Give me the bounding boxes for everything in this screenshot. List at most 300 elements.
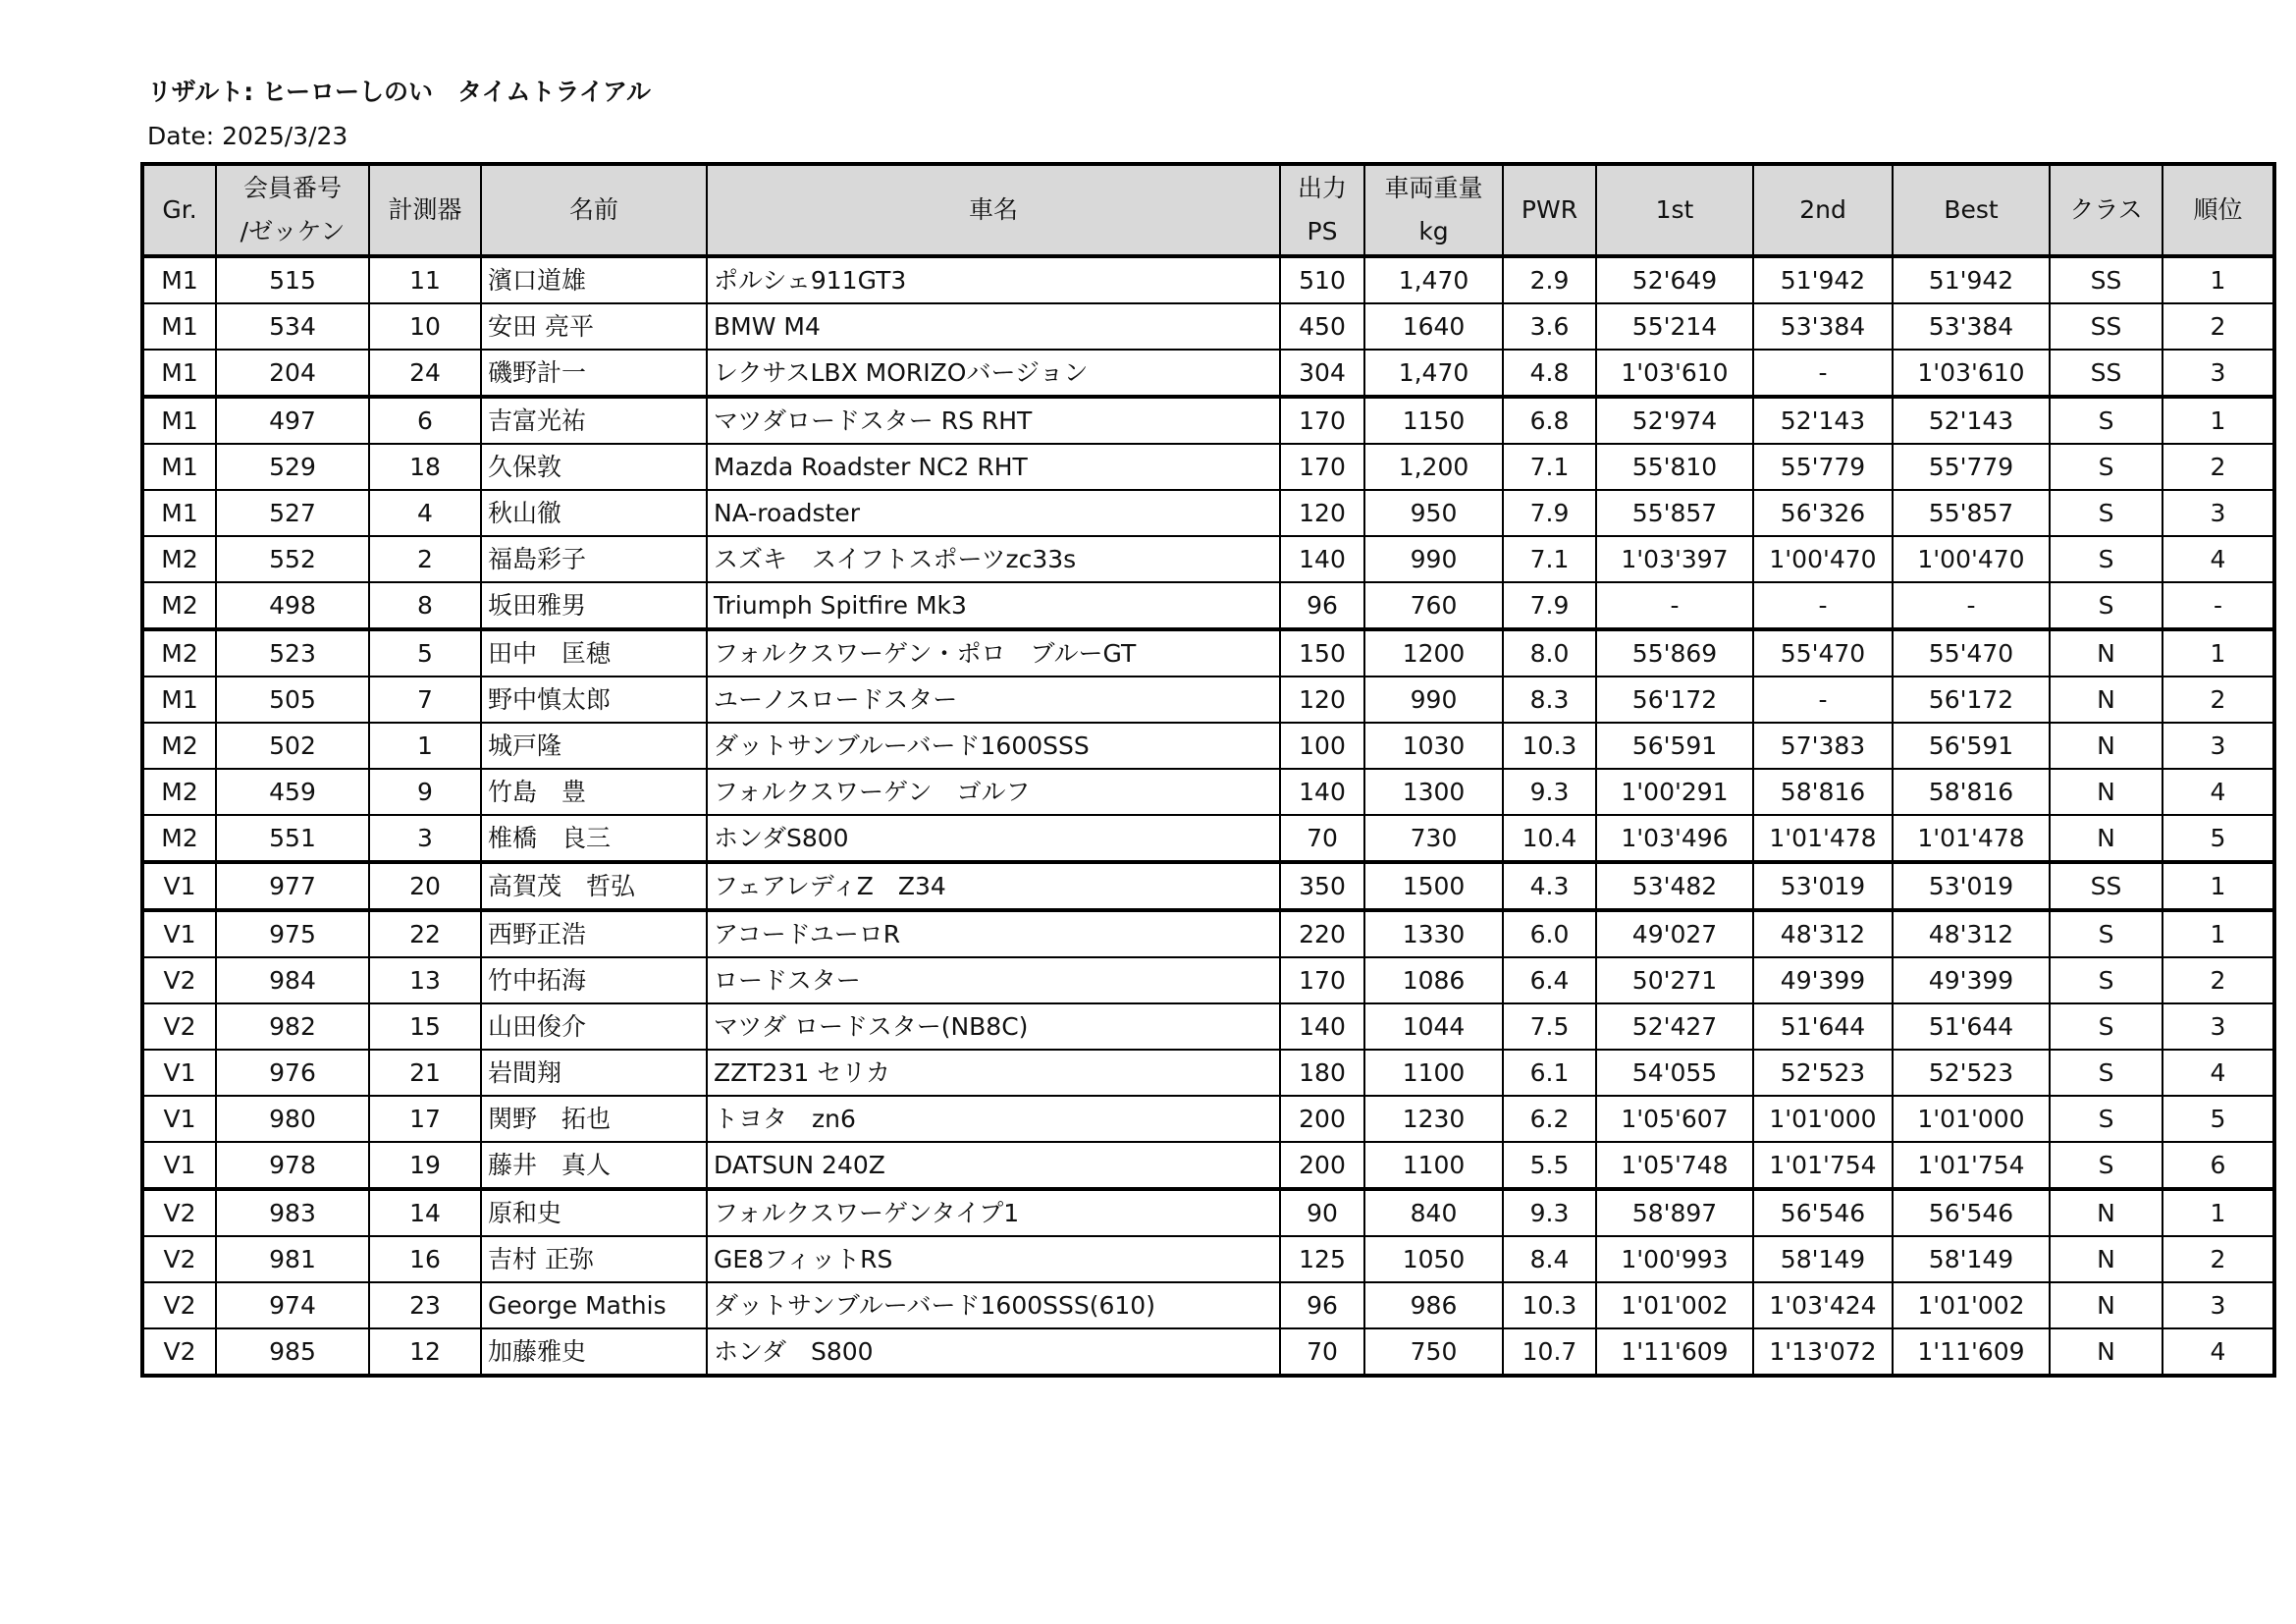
cell-member-number: 981 xyxy=(216,1236,369,1282)
cell-first-time: 1'03'397 xyxy=(1596,536,1753,582)
page-title: リザルト: ヒーローしのい タイムトライアル xyxy=(147,78,651,106)
table-row xyxy=(142,723,2274,769)
cell-member-number: 982 xyxy=(216,1003,369,1050)
cell-power: 200 xyxy=(1280,1142,1364,1189)
cell-member-number: 976 xyxy=(216,1050,369,1096)
cell-timer: 6 xyxy=(369,397,481,444)
cell-first-time: 52'974 xyxy=(1596,397,1753,444)
table-row xyxy=(142,815,2274,862)
cell-first-time: 1'00'291 xyxy=(1596,769,1753,815)
table-row xyxy=(142,536,2274,582)
cell-member-number: 498 xyxy=(216,582,369,629)
cell-member-number: 204 xyxy=(216,350,369,397)
cell-second-time: 57'383 xyxy=(1753,723,1893,769)
cell-group: V1 xyxy=(142,1050,216,1096)
cell-driver-name: 磯野計一 xyxy=(481,350,707,397)
table-row xyxy=(142,1282,2274,1328)
cell-class: N xyxy=(2050,629,2163,677)
cell-driver-name: 坂田雅男 xyxy=(481,582,707,629)
cell-best-time: 55'857 xyxy=(1893,490,2050,536)
cell-group: V2 xyxy=(142,1189,216,1236)
cell-rank: 2 xyxy=(2163,957,2274,1003)
cell-weight: 750 xyxy=(1364,1328,1503,1376)
cell-car-name: アコードユーロR xyxy=(707,910,1280,957)
cell-class: N xyxy=(2050,723,2163,769)
cell-pwr: 9.3 xyxy=(1503,769,1596,815)
cell-pwr: 7.9 xyxy=(1503,582,1596,629)
cell-power: 96 xyxy=(1280,1282,1364,1328)
cell-pwr: 10.3 xyxy=(1503,723,1596,769)
cell-group: M1 xyxy=(142,490,216,536)
cell-member-number: 980 xyxy=(216,1096,369,1142)
table-row xyxy=(142,490,2274,536)
cell-driver-name: 高賀茂 哲弘 xyxy=(481,862,707,910)
cell-weight: 1330 xyxy=(1364,910,1503,957)
cell-weight: 730 xyxy=(1364,815,1503,862)
cell-power: 140 xyxy=(1280,1003,1364,1050)
cell-weight: 760 xyxy=(1364,582,1503,629)
cell-second-time: 58'149 xyxy=(1753,1236,1893,1282)
results-body xyxy=(142,256,2274,1376)
cell-power: 350 xyxy=(1280,862,1364,910)
cell-second-time: 53'019 xyxy=(1753,862,1893,910)
cell-weight: 990 xyxy=(1364,536,1503,582)
cell-first-time: 52'649 xyxy=(1596,256,1753,303)
cell-pwr: 6.0 xyxy=(1503,910,1596,957)
cell-weight: 1,200 xyxy=(1364,444,1503,490)
cell-timer: 4 xyxy=(369,490,481,536)
cell-power: 140 xyxy=(1280,769,1364,815)
cell-class: N xyxy=(2050,1282,2163,1328)
cell-rank: 2 xyxy=(2163,444,2274,490)
cell-second-time: 56'546 xyxy=(1753,1189,1893,1236)
cell-group: M1 xyxy=(142,677,216,723)
cell-car-name: トヨタ zn6 xyxy=(707,1096,1280,1142)
cell-driver-name: 吉村 正弥 xyxy=(481,1236,707,1282)
cell-group: M2 xyxy=(142,723,216,769)
cell-driver-name: 秋山徹 xyxy=(481,490,707,536)
table-row xyxy=(142,1142,2274,1189)
cell-first-time: 56'591 xyxy=(1596,723,1753,769)
cell-car-name: ダットサンブルーバード1600SSS(610) xyxy=(707,1282,1280,1328)
cell-class: S xyxy=(2050,1096,2163,1142)
cell-rank: 2 xyxy=(2163,303,2274,350)
cell-second-time: 1'00'470 xyxy=(1753,536,1893,582)
cell-class: S xyxy=(2050,444,2163,490)
cell-car-name: フォルクスワーゲン・ポロ ブルーGT xyxy=(707,629,1280,677)
cell-first-time: 58'897 xyxy=(1596,1189,1753,1236)
cell-best-time: 1'01'754 xyxy=(1893,1142,2050,1189)
table-row xyxy=(142,1236,2274,1282)
cell-second-time: 48'312 xyxy=(1753,910,1893,957)
cell-second-time: 1'03'424 xyxy=(1753,1282,1893,1328)
cell-car-name: ユーノスロードスター xyxy=(707,677,1280,723)
cell-power: 125 xyxy=(1280,1236,1364,1282)
cell-second-time: 53'384 xyxy=(1753,303,1893,350)
cell-weight: 1300 xyxy=(1364,769,1503,815)
header-pwr: PWR xyxy=(1503,164,1596,256)
cell-class: SS xyxy=(2050,256,2163,303)
table-row xyxy=(142,957,2274,1003)
cell-weight: 1100 xyxy=(1364,1142,1503,1189)
cell-rank: 3 xyxy=(2163,490,2274,536)
table-row xyxy=(142,1003,2274,1050)
cell-timer: 2 xyxy=(369,536,481,582)
cell-group: M2 xyxy=(142,536,216,582)
cell-rank: 1 xyxy=(2163,910,2274,957)
cell-best-time: 58'816 xyxy=(1893,769,2050,815)
cell-class: N xyxy=(2050,1189,2163,1236)
cell-second-time: - xyxy=(1753,582,1893,629)
cell-driver-name: 久保敦 xyxy=(481,444,707,490)
header-car-name: 車名 xyxy=(707,164,1280,256)
cell-driver-name: 竹島 豊 xyxy=(481,769,707,815)
cell-timer: 23 xyxy=(369,1282,481,1328)
cell-second-time: 49'399 xyxy=(1753,957,1893,1003)
cell-class: S xyxy=(2050,957,2163,1003)
cell-pwr: 6.1 xyxy=(1503,1050,1596,1096)
cell-class: S xyxy=(2050,397,2163,444)
cell-timer: 12 xyxy=(369,1328,481,1376)
cell-rank: 4 xyxy=(2163,1050,2274,1096)
cell-car-name: フェアレディZ Z34 xyxy=(707,862,1280,910)
results-table xyxy=(140,162,2276,1378)
cell-pwr: 4.3 xyxy=(1503,862,1596,910)
cell-power: 120 xyxy=(1280,677,1364,723)
cell-second-time: 51'942 xyxy=(1753,256,1893,303)
cell-rank: 5 xyxy=(2163,815,2274,862)
cell-group: V1 xyxy=(142,862,216,910)
cell-member-number: 505 xyxy=(216,677,369,723)
cell-second-time: 52'143 xyxy=(1753,397,1893,444)
cell-member-number: 983 xyxy=(216,1189,369,1236)
cell-best-time: 55'779 xyxy=(1893,444,2050,490)
cell-pwr: 6.8 xyxy=(1503,397,1596,444)
cell-driver-name: 椎橋 良三 xyxy=(481,815,707,862)
cell-member-number: 977 xyxy=(216,862,369,910)
cell-rank: 1 xyxy=(2163,256,2274,303)
cell-car-name: フォルクスワーゲン ゴルフ xyxy=(707,769,1280,815)
cell-driver-name: 関野 拓也 xyxy=(481,1096,707,1142)
header-driver-name: 名前 xyxy=(481,164,707,256)
cell-timer: 11 xyxy=(369,256,481,303)
cell-group: M1 xyxy=(142,444,216,490)
cell-first-time: 54'055 xyxy=(1596,1050,1753,1096)
cell-first-time: 56'172 xyxy=(1596,677,1753,723)
cell-rank: 3 xyxy=(2163,350,2274,397)
cell-second-time: 1'13'072 xyxy=(1753,1328,1893,1376)
header-rank: 順位 xyxy=(2163,164,2274,256)
cell-best-time: 56'591 xyxy=(1893,723,2050,769)
cell-rank: 4 xyxy=(2163,1328,2274,1376)
cell-group: V1 xyxy=(142,910,216,957)
cell-driver-name: 原和史 xyxy=(481,1189,707,1236)
cell-car-name: Triumph Spitfire Mk3 xyxy=(707,582,1280,629)
cell-weight: 990 xyxy=(1364,677,1503,723)
cell-rank: 1 xyxy=(2163,629,2274,677)
cell-class: S xyxy=(2050,1142,2163,1189)
table-row xyxy=(142,1050,2274,1096)
cell-class: S xyxy=(2050,1050,2163,1096)
cell-best-time: 51'942 xyxy=(1893,256,2050,303)
cell-weight: 1230 xyxy=(1364,1096,1503,1142)
cell-pwr: 8.4 xyxy=(1503,1236,1596,1282)
cell-member-number: 529 xyxy=(216,444,369,490)
cell-weight: 1100 xyxy=(1364,1050,1503,1096)
cell-driver-name: 濱口道雄 xyxy=(481,256,707,303)
cell-group: M2 xyxy=(142,629,216,677)
cell-driver-name: 田中 匡穂 xyxy=(481,629,707,677)
cell-power: 70 xyxy=(1280,815,1364,862)
cell-best-time: 1'03'610 xyxy=(1893,350,2050,397)
cell-pwr: 6.2 xyxy=(1503,1096,1596,1142)
cell-timer: 9 xyxy=(369,769,481,815)
cell-first-time: 49'027 xyxy=(1596,910,1753,957)
cell-class: N xyxy=(2050,815,2163,862)
cell-second-time: - xyxy=(1753,677,1893,723)
cell-weight: 1,470 xyxy=(1364,256,1503,303)
header-member-number: 会員番号 /ゼッケン xyxy=(216,164,369,256)
cell-member-number: 984 xyxy=(216,957,369,1003)
table-row xyxy=(142,350,2274,397)
cell-group: M1 xyxy=(142,350,216,397)
table-row xyxy=(142,1189,2274,1236)
cell-timer: 1 xyxy=(369,723,481,769)
cell-pwr: 5.5 xyxy=(1503,1142,1596,1189)
cell-class: S xyxy=(2050,910,2163,957)
cell-power: 304 xyxy=(1280,350,1364,397)
cell-best-time: 51'644 xyxy=(1893,1003,2050,1050)
cell-timer: 5 xyxy=(369,629,481,677)
cell-timer: 14 xyxy=(369,1189,481,1236)
cell-best-time: 56'172 xyxy=(1893,677,2050,723)
cell-pwr: 2.9 xyxy=(1503,256,1596,303)
cell-driver-name: 城戸隆 xyxy=(481,723,707,769)
cell-member-number: 497 xyxy=(216,397,369,444)
cell-pwr: 6.4 xyxy=(1503,957,1596,1003)
cell-first-time: 1'01'002 xyxy=(1596,1282,1753,1328)
cell-timer: 20 xyxy=(369,862,481,910)
table-row xyxy=(142,444,2274,490)
cell-class: S xyxy=(2050,536,2163,582)
cell-driver-name: 岩間翔 xyxy=(481,1050,707,1096)
cell-pwr: 7.5 xyxy=(1503,1003,1596,1050)
cell-best-time: 55'470 xyxy=(1893,629,2050,677)
cell-group: V2 xyxy=(142,1282,216,1328)
cell-timer: 17 xyxy=(369,1096,481,1142)
cell-class: S xyxy=(2050,490,2163,536)
cell-weight: 1150 xyxy=(1364,397,1503,444)
cell-pwr: 4.8 xyxy=(1503,350,1596,397)
cell-class: N xyxy=(2050,1236,2163,1282)
cell-second-time: 51'644 xyxy=(1753,1003,1893,1050)
cell-member-number: 523 xyxy=(216,629,369,677)
cell-group: V1 xyxy=(142,1142,216,1189)
cell-member-number: 552 xyxy=(216,536,369,582)
cell-power: 170 xyxy=(1280,444,1364,490)
header-row xyxy=(142,164,2274,256)
cell-pwr: 10.3 xyxy=(1503,1282,1596,1328)
cell-car-name: ZZT231 セリカ xyxy=(707,1050,1280,1096)
cell-rank: 3 xyxy=(2163,1282,2274,1328)
cell-weight: 840 xyxy=(1364,1189,1503,1236)
cell-first-time: - xyxy=(1596,582,1753,629)
cell-timer: 18 xyxy=(369,444,481,490)
cell-best-time: 1'01'000 xyxy=(1893,1096,2050,1142)
cell-first-time: 55'869 xyxy=(1596,629,1753,677)
cell-power: 170 xyxy=(1280,397,1364,444)
cell-timer: 22 xyxy=(369,910,481,957)
cell-best-time: 52'523 xyxy=(1893,1050,2050,1096)
cell-rank: - xyxy=(2163,582,2274,629)
cell-weight: 1,470 xyxy=(1364,350,1503,397)
cell-car-name: ダットサンブルーバード1600SSS xyxy=(707,723,1280,769)
header-best-time: Best xyxy=(1893,164,2050,256)
cell-rank: 3 xyxy=(2163,723,2274,769)
cell-weight: 1030 xyxy=(1364,723,1503,769)
cell-class: SS xyxy=(2050,862,2163,910)
cell-group: V2 xyxy=(142,1328,216,1376)
cell-pwr: 8.0 xyxy=(1503,629,1596,677)
cell-first-time: 55'214 xyxy=(1596,303,1753,350)
event-date: Date: 2025/3/23 xyxy=(147,122,348,150)
cell-second-time: - xyxy=(1753,350,1893,397)
cell-best-time: 58'149 xyxy=(1893,1236,2050,1282)
cell-best-time: 1'00'470 xyxy=(1893,536,2050,582)
cell-rank: 6 xyxy=(2163,1142,2274,1189)
cell-timer: 3 xyxy=(369,815,481,862)
cell-rank: 4 xyxy=(2163,769,2274,815)
cell-weight: 1640 xyxy=(1364,303,1503,350)
header-power: 出力 PS xyxy=(1280,164,1364,256)
table-row xyxy=(142,629,2274,677)
cell-pwr: 10.4 xyxy=(1503,815,1596,862)
cell-pwr: 3.6 xyxy=(1503,303,1596,350)
table-row xyxy=(142,256,2274,303)
cell-rank: 1 xyxy=(2163,397,2274,444)
cell-car-name: マツダロードスター RS RHT xyxy=(707,397,1280,444)
cell-second-time: 1'01'000 xyxy=(1753,1096,1893,1142)
cell-weight: 1200 xyxy=(1364,629,1503,677)
table-row xyxy=(142,862,2274,910)
table-row xyxy=(142,910,2274,957)
cell-member-number: 974 xyxy=(216,1282,369,1328)
cell-power: 220 xyxy=(1280,910,1364,957)
cell-group: M1 xyxy=(142,397,216,444)
cell-driver-name: 野中慎太郎 xyxy=(481,677,707,723)
cell-second-time: 1'01'754 xyxy=(1753,1142,1893,1189)
cell-pwr: 7.1 xyxy=(1503,536,1596,582)
cell-power: 150 xyxy=(1280,629,1364,677)
cell-member-number: 459 xyxy=(216,769,369,815)
cell-power: 510 xyxy=(1280,256,1364,303)
cell-member-number: 985 xyxy=(216,1328,369,1376)
cell-power: 170 xyxy=(1280,957,1364,1003)
cell-weight: 950 xyxy=(1364,490,1503,536)
cell-first-time: 53'482 xyxy=(1596,862,1753,910)
cell-driver-name: 吉富光祐 xyxy=(481,397,707,444)
cell-car-name: ホンダ S800 xyxy=(707,1328,1280,1376)
table-row xyxy=(142,677,2274,723)
cell-first-time: 1'11'609 xyxy=(1596,1328,1753,1376)
table-row xyxy=(142,1096,2274,1142)
cell-driver-name: 藤井 真人 xyxy=(481,1142,707,1189)
cell-timer: 13 xyxy=(369,957,481,1003)
table-row xyxy=(142,769,2274,815)
cell-driver-name: 福島彩子 xyxy=(481,536,707,582)
cell-first-time: 1'03'610 xyxy=(1596,350,1753,397)
cell-power: 96 xyxy=(1280,582,1364,629)
cell-best-time: 53'384 xyxy=(1893,303,2050,350)
cell-class: N xyxy=(2050,1328,2163,1376)
cell-first-time: 55'857 xyxy=(1596,490,1753,536)
cell-group: V2 xyxy=(142,957,216,1003)
cell-car-name: BMW M4 xyxy=(707,303,1280,350)
cell-weight: 1086 xyxy=(1364,957,1503,1003)
header-group: Gr. xyxy=(142,164,216,256)
cell-group: V2 xyxy=(142,1236,216,1282)
cell-timer: 8 xyxy=(369,582,481,629)
cell-driver-name: 山田俊介 xyxy=(481,1003,707,1050)
cell-car-name: マツダ ロードスター(NB8C) xyxy=(707,1003,1280,1050)
cell-member-number: 975 xyxy=(216,910,369,957)
cell-rank: 2 xyxy=(2163,677,2274,723)
cell-first-time: 50'271 xyxy=(1596,957,1753,1003)
cell-driver-name: George Mathis xyxy=(481,1282,707,1328)
cell-second-time: 55'779 xyxy=(1753,444,1893,490)
cell-first-time: 55'810 xyxy=(1596,444,1753,490)
cell-group: M2 xyxy=(142,769,216,815)
cell-second-time: 55'470 xyxy=(1753,629,1893,677)
cell-class: N xyxy=(2050,769,2163,815)
header-timer: 計測器 xyxy=(369,164,481,256)
cell-first-time: 1'05'607 xyxy=(1596,1096,1753,1142)
cell-pwr: 7.9 xyxy=(1503,490,1596,536)
cell-pwr: 8.3 xyxy=(1503,677,1596,723)
cell-car-name: ホンダS800 xyxy=(707,815,1280,862)
cell-rank: 1 xyxy=(2163,1189,2274,1236)
cell-pwr: 10.7 xyxy=(1503,1328,1596,1376)
cell-second-time: 58'816 xyxy=(1753,769,1893,815)
table-row xyxy=(142,1328,2274,1376)
cell-power: 450 xyxy=(1280,303,1364,350)
cell-group: V2 xyxy=(142,1003,216,1050)
cell-rank: 5 xyxy=(2163,1096,2274,1142)
cell-class: S xyxy=(2050,582,2163,629)
cell-car-name: DATSUN 240Z xyxy=(707,1142,1280,1189)
header-weight: 車両重量 kg xyxy=(1364,164,1503,256)
cell-power: 140 xyxy=(1280,536,1364,582)
cell-power: 100 xyxy=(1280,723,1364,769)
cell-best-time: 1'01'478 xyxy=(1893,815,2050,862)
cell-car-name: GE8フィットRS xyxy=(707,1236,1280,1282)
cell-car-name: ロードスター xyxy=(707,957,1280,1003)
cell-class: SS xyxy=(2050,303,2163,350)
cell-group: V1 xyxy=(142,1096,216,1142)
cell-car-name: Mazda Roadster NC2 RHT xyxy=(707,444,1280,490)
cell-second-time: 1'01'478 xyxy=(1753,815,1893,862)
cell-second-time: 52'523 xyxy=(1753,1050,1893,1096)
cell-timer: 7 xyxy=(369,677,481,723)
cell-member-number: 502 xyxy=(216,723,369,769)
cell-timer: 10 xyxy=(369,303,481,350)
cell-group: M2 xyxy=(142,582,216,629)
cell-car-name: ポルシェ911GT3 xyxy=(707,256,1280,303)
cell-best-time: 48'312 xyxy=(1893,910,2050,957)
cell-timer: 21 xyxy=(369,1050,481,1096)
cell-driver-name: 西野正浩 xyxy=(481,910,707,957)
cell-weight: 1050 xyxy=(1364,1236,1503,1282)
